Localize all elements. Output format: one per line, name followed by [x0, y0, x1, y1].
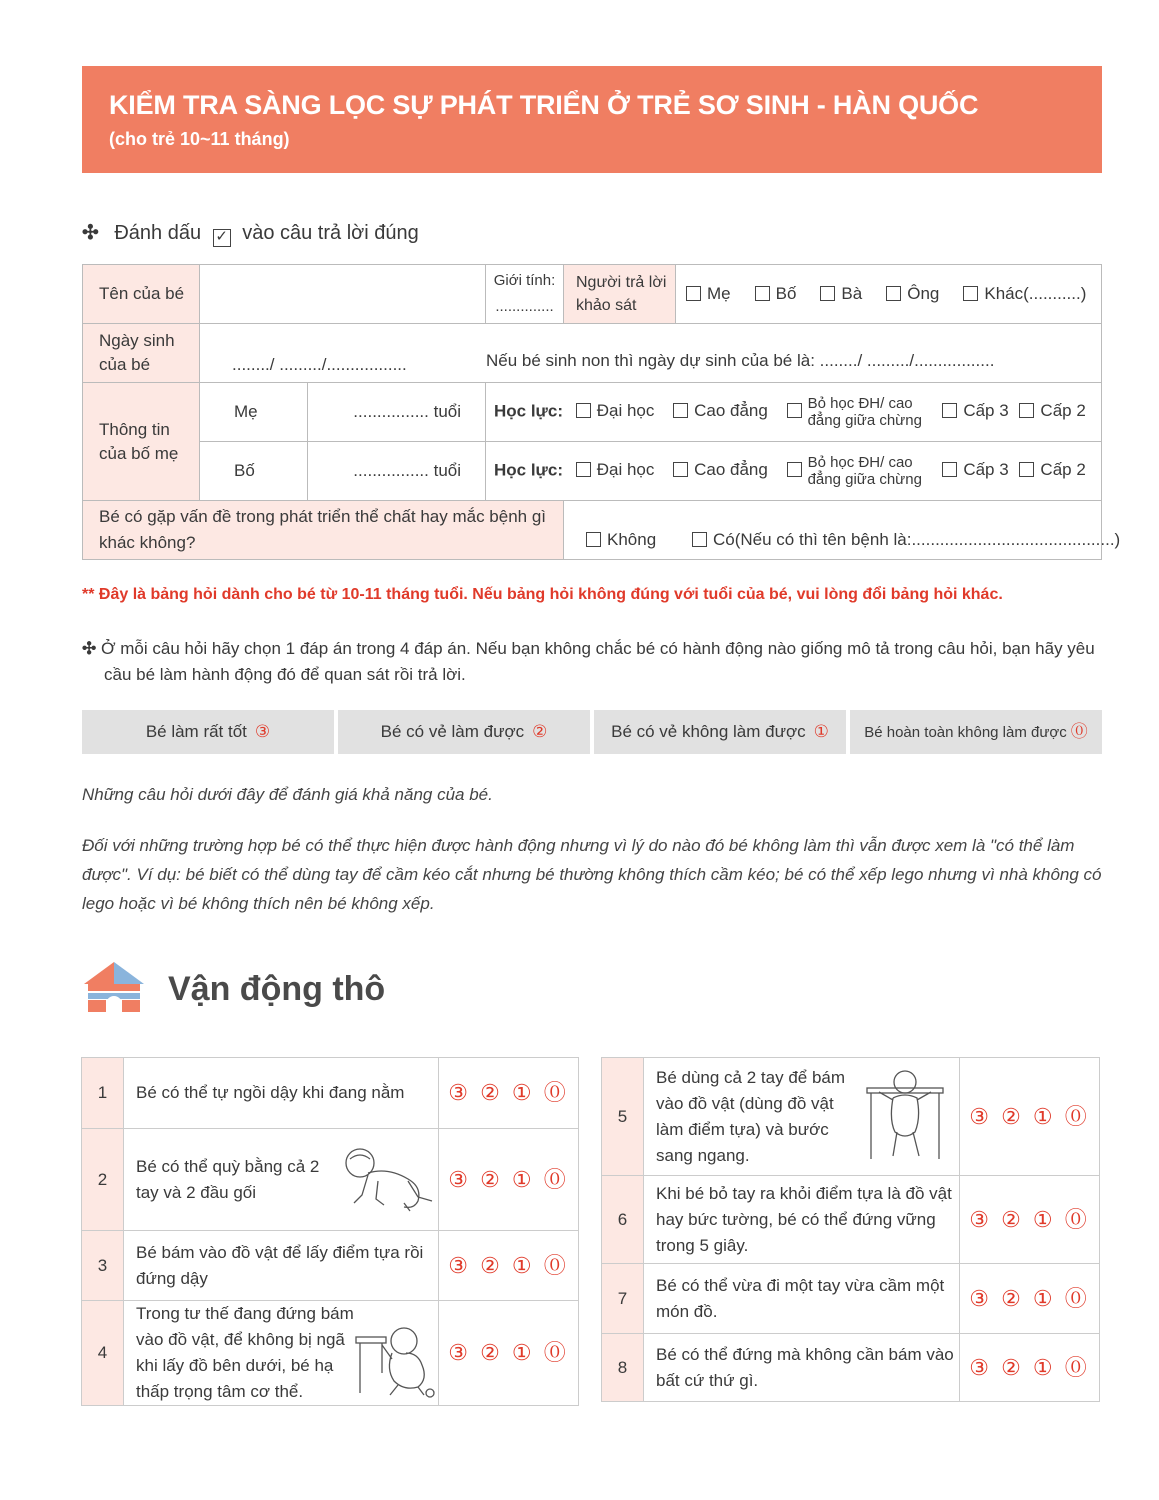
checkbox-icon: [942, 462, 957, 477]
question-number: 5: [602, 1058, 644, 1176]
checkmark-box-icon: ✓: [213, 229, 231, 247]
checkbox-icon: [692, 532, 707, 547]
question-row: [82, 1231, 579, 1301]
question-text: Bé có thể vừa đi một tay vừa cầm một món đồ.: [644, 1264, 960, 1334]
answer-options[interactable]: ③ ② ① ⓪: [439, 1058, 579, 1129]
bullet-icon: ✣: [82, 639, 101, 658]
answer-options[interactable]: ③ ② ① ⓪: [960, 1334, 1100, 1402]
checkbox-icon: [673, 403, 688, 418]
standing-baby-illustration: [865, 1068, 945, 1164]
mother-age-field[interactable]: ................ tuổi: [308, 383, 486, 442]
answer-scale: [82, 710, 1102, 754]
respondent-grandfather[interactable]: Ông: [886, 284, 939, 304]
health-yes-option[interactable]: Có(Nếu có thì tên bệnh là:...........................................): [692, 530, 1120, 550]
answer-options[interactable]: ③ ② ① ⓪: [439, 1129, 579, 1231]
checkbox-icon[interactable]: [963, 286, 978, 301]
checkbox-icon: [787, 462, 802, 477]
question-text: Bé có thể tự ngồi dậy khi đang nằm: [124, 1058, 439, 1129]
health-options: [564, 501, 1121, 560]
mother-education: Học lực: Đại học Cao đẳng Bỏ học ĐH/ cao đẳng giữa chừng Cấp 3 Cấp 2: [486, 383, 1102, 442]
questions-table-left: [81, 1057, 579, 1406]
squatting-baby-illustration: [352, 1323, 436, 1399]
dob-label: Ngày sinh của bé: [83, 324, 200, 383]
father-label: Bố: [200, 442, 308, 501]
scale-item-2: Bé có vẻ làm được ②: [338, 710, 590, 754]
question-row: [602, 1176, 1100, 1264]
answer-instruction: ✣ Ở mỗi câu hỏi hãy chọn 1 đáp án trong 4 đáp án. Nếu bạn không chắc bé có hành động nào giống mô tả trong câu hỏi, bạn hãy yêu cầu bé làm hành động đó để quan sát rồi trả lời.: [82, 639, 1095, 684]
checkbox-icon[interactable]: [886, 286, 901, 301]
scale-item-0: Bé hoàn toàn không làm được ⓪: [850, 710, 1102, 754]
checkbox-icon[interactable]: [820, 286, 835, 301]
question-text: Bé bám vào đồ vật để lấy điểm tựa rồi đứng dậy: [124, 1231, 439, 1301]
checkbox-icon: [576, 403, 591, 418]
answer-options[interactable]: ③ ② ① ⓪: [439, 1301, 579, 1406]
page-header: [82, 66, 1102, 173]
premature-text: Nếu bé sinh non thì ngày dự sinh của bé là: ......../ ........./.................: [486, 350, 995, 370]
checkbox-icon: [586, 532, 601, 547]
checkbox-icon: [942, 403, 957, 418]
question-row: [602, 1334, 1100, 1402]
health-no-option[interactable]: Không: [586, 530, 656, 550]
child-name-label: Tên của bé: [83, 265, 200, 324]
question-number: 6: [602, 1176, 644, 1264]
question-row: [82, 1058, 579, 1129]
respondent-options: [676, 265, 1102, 324]
father-age-field[interactable]: ................ tuổi: [308, 442, 486, 501]
respondent-mother[interactable]: Mẹ: [686, 284, 731, 304]
question-number: 1: [82, 1058, 124, 1129]
question-row: [82, 1301, 579, 1406]
question-cell: [644, 1058, 960, 1176]
checkbox-icon[interactable]: [686, 286, 701, 301]
checkbox-icon: [673, 462, 688, 477]
scale-item-1: Bé có vẻ không làm được ①: [594, 710, 846, 754]
question-number: 3: [82, 1231, 124, 1301]
checkbox-icon: [1019, 462, 1034, 477]
age-note: ** Đây là bảng hỏi dành cho bé từ 10-11 tháng tuổi. Nếu bảng hỏi không đúng với tuổi của bé, vui lòng đổi bảng hỏi khác.: [82, 586, 1003, 603]
checkbox-icon: [576, 462, 591, 477]
question-number: 8: [602, 1334, 644, 1402]
section-title: Vận động thô: [168, 970, 386, 1008]
checkbox-icon: [1019, 403, 1034, 418]
question-row: [82, 1129, 579, 1231]
question-cell: [124, 1301, 439, 1406]
page-title: KIỂM TRA SÀNG LỌC SỰ PHÁT TRIỂN Ở TRẺ SƠ SINH - HÀN QUỐC: [109, 90, 979, 120]
dob-field[interactable]: ......../ ........./................. Nếu bé sinh non thì ngày dự sinh của bé là: ......../ ........./.................: [200, 324, 1102, 383]
parents-label: Thông tin của bố mẹ: [83, 383, 200, 501]
checkbox-icon[interactable]: [755, 286, 770, 301]
question-number: 4: [82, 1301, 124, 1406]
respondent-other[interactable]: Khác(...........): [963, 284, 1086, 304]
respondent-grandmother[interactable]: Bà: [820, 284, 862, 304]
bullet-icon: ✣: [82, 222, 99, 244]
father-education: Học lực: Đại học Cao đẳng Bỏ học ĐH/ cao đẳng giữa chừng Cấp 3 Cấp 2: [486, 442, 1102, 501]
scale-item-3: Bé làm rất tốt ③: [82, 710, 334, 754]
mark-instruction: ✣ Đánh dấu ✓ vào câu trả lời đúng: [82, 222, 419, 245]
crawling-baby-illustration: [338, 1141, 436, 1219]
answer-options[interactable]: ③ ② ① ⓪: [960, 1176, 1100, 1264]
gender-field[interactable]: Giới tính: ..............: [486, 265, 564, 324]
question-text: Trong tư thế đang đứng bám vào đồ vật, để không bị ngã khi lấy đồ bên dưới, bé hạ thấp trọng tâm cơ thể.: [136, 1304, 354, 1401]
question-number: 7: [602, 1264, 644, 1334]
answer-options[interactable]: ③ ② ① ⓪: [960, 1058, 1100, 1176]
respondent-father[interactable]: Bố: [755, 284, 797, 304]
intro-text-2: Đối với những trường hợp bé có thể thực hiện được hành động nhưng vì lý do nào đó bé không làm thì vẫn được xem là "có thể làm được". Ví dụ: bé biết có thể dùng tay để cầm kéo cắt nhưng bé thường không thích cầm kéo; bé có thể xếp lego nhưng vì nhà không có lego hoặc vì bé không thích nên bé không xếp.: [82, 836, 1102, 913]
info-table: [82, 264, 1121, 560]
answer-options[interactable]: ③ ② ① ⓪: [960, 1264, 1100, 1334]
question-number: 2: [82, 1129, 124, 1231]
question-text: Khi bé bỏ tay ra khỏi điểm tựa là đồ vật hay bức tường, bé có thể đứng vững trong 5 giây.: [644, 1176, 960, 1264]
question-row: [602, 1264, 1100, 1334]
health-label: Bé có gặp vấn đề trong phát triển thể chất hay mắc bệnh gì khác không?: [83, 501, 564, 560]
question-text: Bé dùng cả 2 tay để bám vào đồ vật (dùng đồ vật làm điểm tựa) và bước sang ngang.: [656, 1067, 846, 1165]
child-name-field[interactable]: [200, 265, 486, 324]
intro-text-1: Những câu hỏi dưới đây để đánh giá khả năng của bé.: [82, 785, 493, 804]
respondent-label: Người trả lời khảo sát: [564, 265, 676, 324]
house-icon: [82, 960, 146, 1014]
question-text: Bé có thể đứng mà không cần bám vào bất cứ thứ gì.: [644, 1334, 960, 1402]
question-row: [602, 1058, 1100, 1176]
questions-table-right: [601, 1057, 1100, 1402]
question-cell: [124, 1129, 439, 1231]
checkbox-icon: [787, 403, 802, 418]
mother-label: Mẹ: [200, 383, 308, 442]
answer-options[interactable]: ③ ② ① ⓪: [439, 1231, 579, 1301]
question-text: Bé có thể quỳ bằng cả 2 tay và 2 đầu gối: [136, 1156, 320, 1202]
page-subtitle: (cho trẻ 10~11 tháng): [109, 129, 290, 149]
